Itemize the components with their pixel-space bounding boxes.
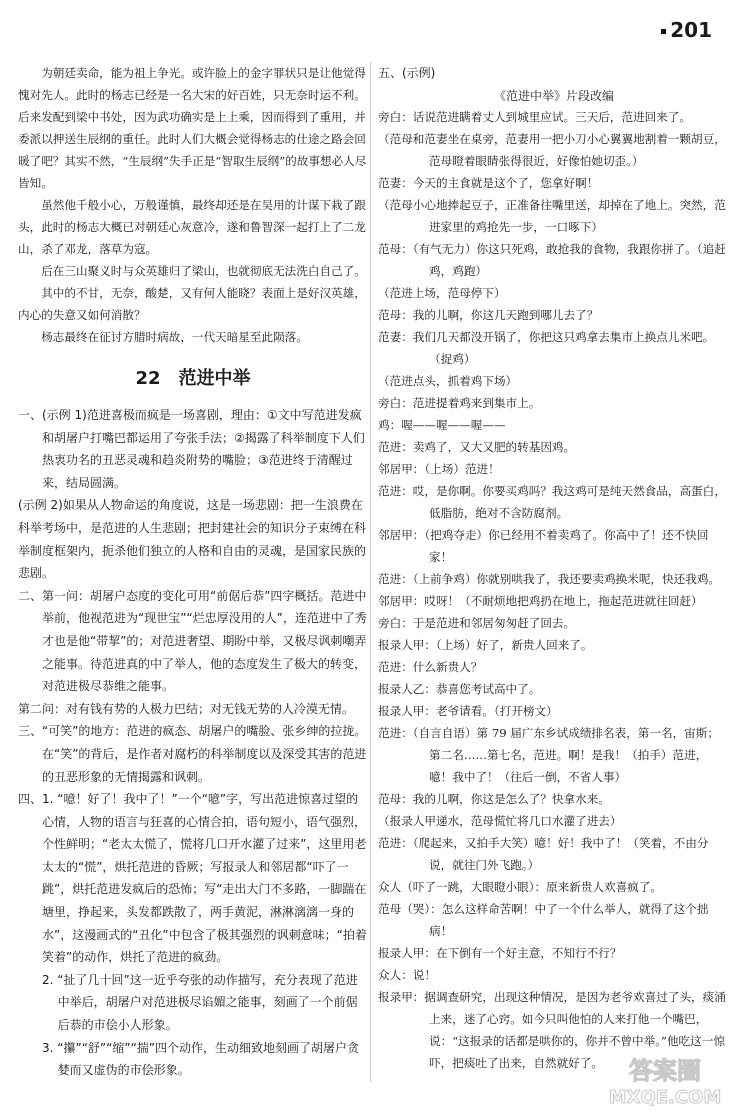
script-line: 报录人乙：恭喜您考试高中了。 [378, 681, 541, 696]
answer-item: 四、1. “噫！好了！我中了！”一个“噫”字，写出范进惊喜过望的心情，人物的语言与狂喜的心情合拍，语句短小，语气强烈，个性鲜明；“老太太慌了，慌将几口开水灌了过来”，这里用老太太的“慌”，烘托范进的昏厥；写报录人和邻居都“吓了一跳”，烘托范进发疯后的恐怖；写“走出大门不多路，一脚踹在塘里，挣起来，头发都跌散了，两手黄泥，淋淋漓漓一身的水”，这漫画式的“丑化”中包含了极其强烈的讽刺意味；“拍着笑着”的动作，烘托了范进的疯劲。 [18, 792, 367, 965]
section-number: 22 [135, 368, 161, 389]
watermark-text: 答案圈 [629, 1057, 701, 1085]
answer-item: 3. “攥”“舒”“缩”“揣”四个动作，生动细致地刻画了胡屠户贪婪而又虚伪的市侩形象。 [42, 1040, 359, 1078]
page-number-text: 201 [670, 18, 712, 42]
answer-item: 二、第一问：胡屠户态度的变化可用“前倨后恭”四字概括。范进中举前，他视范进为“现世宝”“烂忠厚没用的人”，连范进中了秀才也是他“带挈”的；对范进奢望、期盼中举，又极尽讽刺嘲弄之能事。待范进真的中了举人，他的态度发生了极大的转变，对范进极尽恭维之能事。 [18, 588, 367, 694]
page-number [661, 18, 712, 42]
left-column [18, 62, 368, 1082]
story-paragraph: 杨志最终在征讨方腊时病故，一代天暗星至此陨落。 [41, 330, 308, 344]
answer-item: (示例 2)如果从人物命运的角度说，这是一场悲剧：把一生浪费在科举考场中，是范进的人生悲剧；把封建社会的知识分子束缚在科举制度框架内，扼杀他们独立的人格和自由的灵魂，是国家民族的悲剧。 [18, 498, 367, 581]
script-line: 旁白：话说范进瞒着丈人到城里应试。三天后，范进回来了。 [378, 109, 692, 124]
script-line: 范进：（上前争鸡）你就别哄我了，我还要卖鸡换米呢，快还我鸡。 [378, 571, 721, 586]
script-line: 范妻：今天的主食就是这个了，您拿好啊！ [378, 175, 599, 190]
story-paragraph: 虽然他千般小心，万般谨慎，最终却还是在吴用的计谋下栽了跟头，此时的杨志大概已对朝廷心灰意冷，遂和鲁智深一起打上了二龙山，杀了邓龙，落草为寇。 [18, 198, 366, 256]
script-line: 范母：我的儿啊，你这几天跑到哪儿去了？ [378, 307, 599, 322]
story-paragraph: 后在三山聚义时与众英雄归了梁山，也就彻底无法洗白自己了。 [41, 264, 366, 278]
script-line: 报录人甲：（上场）好了，新贵人回来了。 [378, 637, 593, 652]
script-line: 旁白：范进提着鸡来到集市上。 [378, 395, 541, 410]
script-line: 众人（吓了一跳，大眼瞪小眼）：原来新贵人欢喜疯了。 [378, 879, 663, 894]
page-marker-icon [661, 29, 666, 34]
answer-item: 第二问：对有钱有势的人极力巴结；对无钱无势的人冷漠无情。 [18, 701, 355, 716]
watermark-logo [600, 1051, 730, 1109]
script-line: 报录人甲：在下倒有一个好主意，不知行不行？ [378, 945, 622, 960]
script-line: 范母：我的儿啊，你这是怎么了？快拿水来。 [378, 791, 610, 806]
script-line: 范妻：我们几天都没开锅了，你把这只鸡拿去集市上换点儿米吧。（捉鸡） [378, 329, 715, 366]
script-line: （范进上场，范母停下） [378, 285, 506, 300]
watermark-subtext: MXQE.COM [608, 1087, 722, 1108]
script-line: 范母（哭）：怎么这样命苦啊！中了一个什么举人，就得了这个拙病！ [378, 901, 709, 938]
story-paragraph: 为朝廷卖命，能为祖上争光。或许脸上的金字罪状只是让他觉得愧对先人。此时的杨志已经是一名大宋的好百姓，只无奈时运不利。后来发配到梁中书处，因为武功确实是上上乘，因而得到了重用，并委派以押送生辰纲的重任。此时人们大概会觉得杨志的仕途之路会回暖了吧？其实不然，“生辰纲”失手正是“智取生辰纲”的故事想必人尽皆知。 [18, 66, 367, 190]
script-line: 众人：说！ [378, 967, 436, 982]
script-line: （范母和范妻坐在桌旁，范妻用一把小刀小心翼翼地割着一颗胡豆，范母瞪着眼睛张得很近，好像怕她切歪。） [378, 131, 726, 168]
script-line: （范进点头，抓着鸡下场） [378, 373, 518, 388]
script-line: （范母小心地捧起豆子，正准备往嘴里送，却掉在了地上。突然，范进家里的鸡抢先一步，一口啄下） [378, 197, 726, 234]
right-column [378, 62, 730, 1074]
script-line: 范进：什么新贵人？ [378, 659, 483, 674]
script-line: 邻居甲：（上场）范进！ [378, 461, 500, 476]
column-divider [370, 62, 371, 1082]
play-title: 《范进中举》片段改编 [493, 88, 614, 103]
script-line: 范母：（有气无力）你这只死鸡，敢抢我的食物，我跟你拼了。（追赶鸡，鸡跑） [378, 241, 726, 278]
script-line: 旁白：于是范进和邻居匆匆赶了回去。 [378, 615, 576, 630]
story-text [18, 62, 368, 348]
script-line: 范进：哎，是你啊。你要买鸡吗？我这鸡可是纯天然食品，高蛋白，低脂肪，绝对不含防腐剂。 [378, 483, 726, 520]
script-line: 范进：（爬起来，又拍手大笑）噫！好！我中了！（笑着，不由分说，就往门外飞跑。） [378, 835, 709, 872]
story-paragraph: 其中的不甘，无奈，酸楚，又有何人能晓？表面上是好汉英雄，内心的失意又如何消散？ [18, 286, 366, 322]
section-title [18, 364, 368, 390]
script-line: （报录人甲递水，范母慌忙将几口水灌了进去） [378, 813, 622, 828]
answer-item: 一、(示例 1)范进喜极而疯是一场喜剧，理由：①文中写范进发疯和胡屠户打嘴巴都运用了夸张手法；②揭露了科举制度下人们热衷功名的丑恶灵魂和趋炎附势的嘴脸；③范进终于清醒过来，结局圆满。 [18, 408, 365, 490]
play-script [378, 106, 730, 1074]
script-line: 报录甲：据调查研究，出现这种情况，是因为老爷欢喜过了头，痰涌上来，迷了心窍。如今只叫他怕的人来打他一个嘴巴，说：“这报录的话都是哄你的，你并不曾中举。”他吃这一惊吓，把痰吐了出来，自然就好了。 [378, 989, 726, 1070]
section-title-text: 范进中举 [178, 368, 251, 389]
script-line: 邻居甲：哎呀！（不耐烦地把鸡扔在地上，拖起范进就往回赶） [378, 593, 703, 608]
script-line: 鸡：喔——喔——喔—— [378, 417, 506, 432]
script-line: 范进：（自言自语）第 79 届广东乡试成绩排名表，第一名，宙斯；第二名……第七名，范进。啊！是我！（拍手）范进，噫！我中了！（往后一倒，不省人事） [378, 725, 719, 784]
answers [18, 404, 368, 1082]
section-label: 五、(示例) [378, 66, 436, 80]
answer-item: 三、“可笑”的地方：范进的疯态、胡屠户的嘴脸、张乡绅的拉拢。在“笑”的背后，是作者对腐朽的科举制度以及深受其害的范进的丑恶形象的无情揭露和讽刺。 [18, 724, 367, 784]
script-line: 范进：卖鸡了，又大又肥的转基因鸡。 [378, 439, 576, 454]
answer-item: 2. “扯了几十回”这一近乎夸张的动作描写，充分表现了范进中举后，胡屠户对范进极尽谄媚之能事，刻画了一个前倨后恭的市侩小人形象。 [42, 972, 358, 1033]
script-line: 邻居甲：（把鸡夺走）你已经用不着卖鸡了。你高中了！还不快回家！ [378, 527, 709, 564]
script-line: 报录人甲：老爷请看。（打开榜文） [378, 703, 558, 718]
